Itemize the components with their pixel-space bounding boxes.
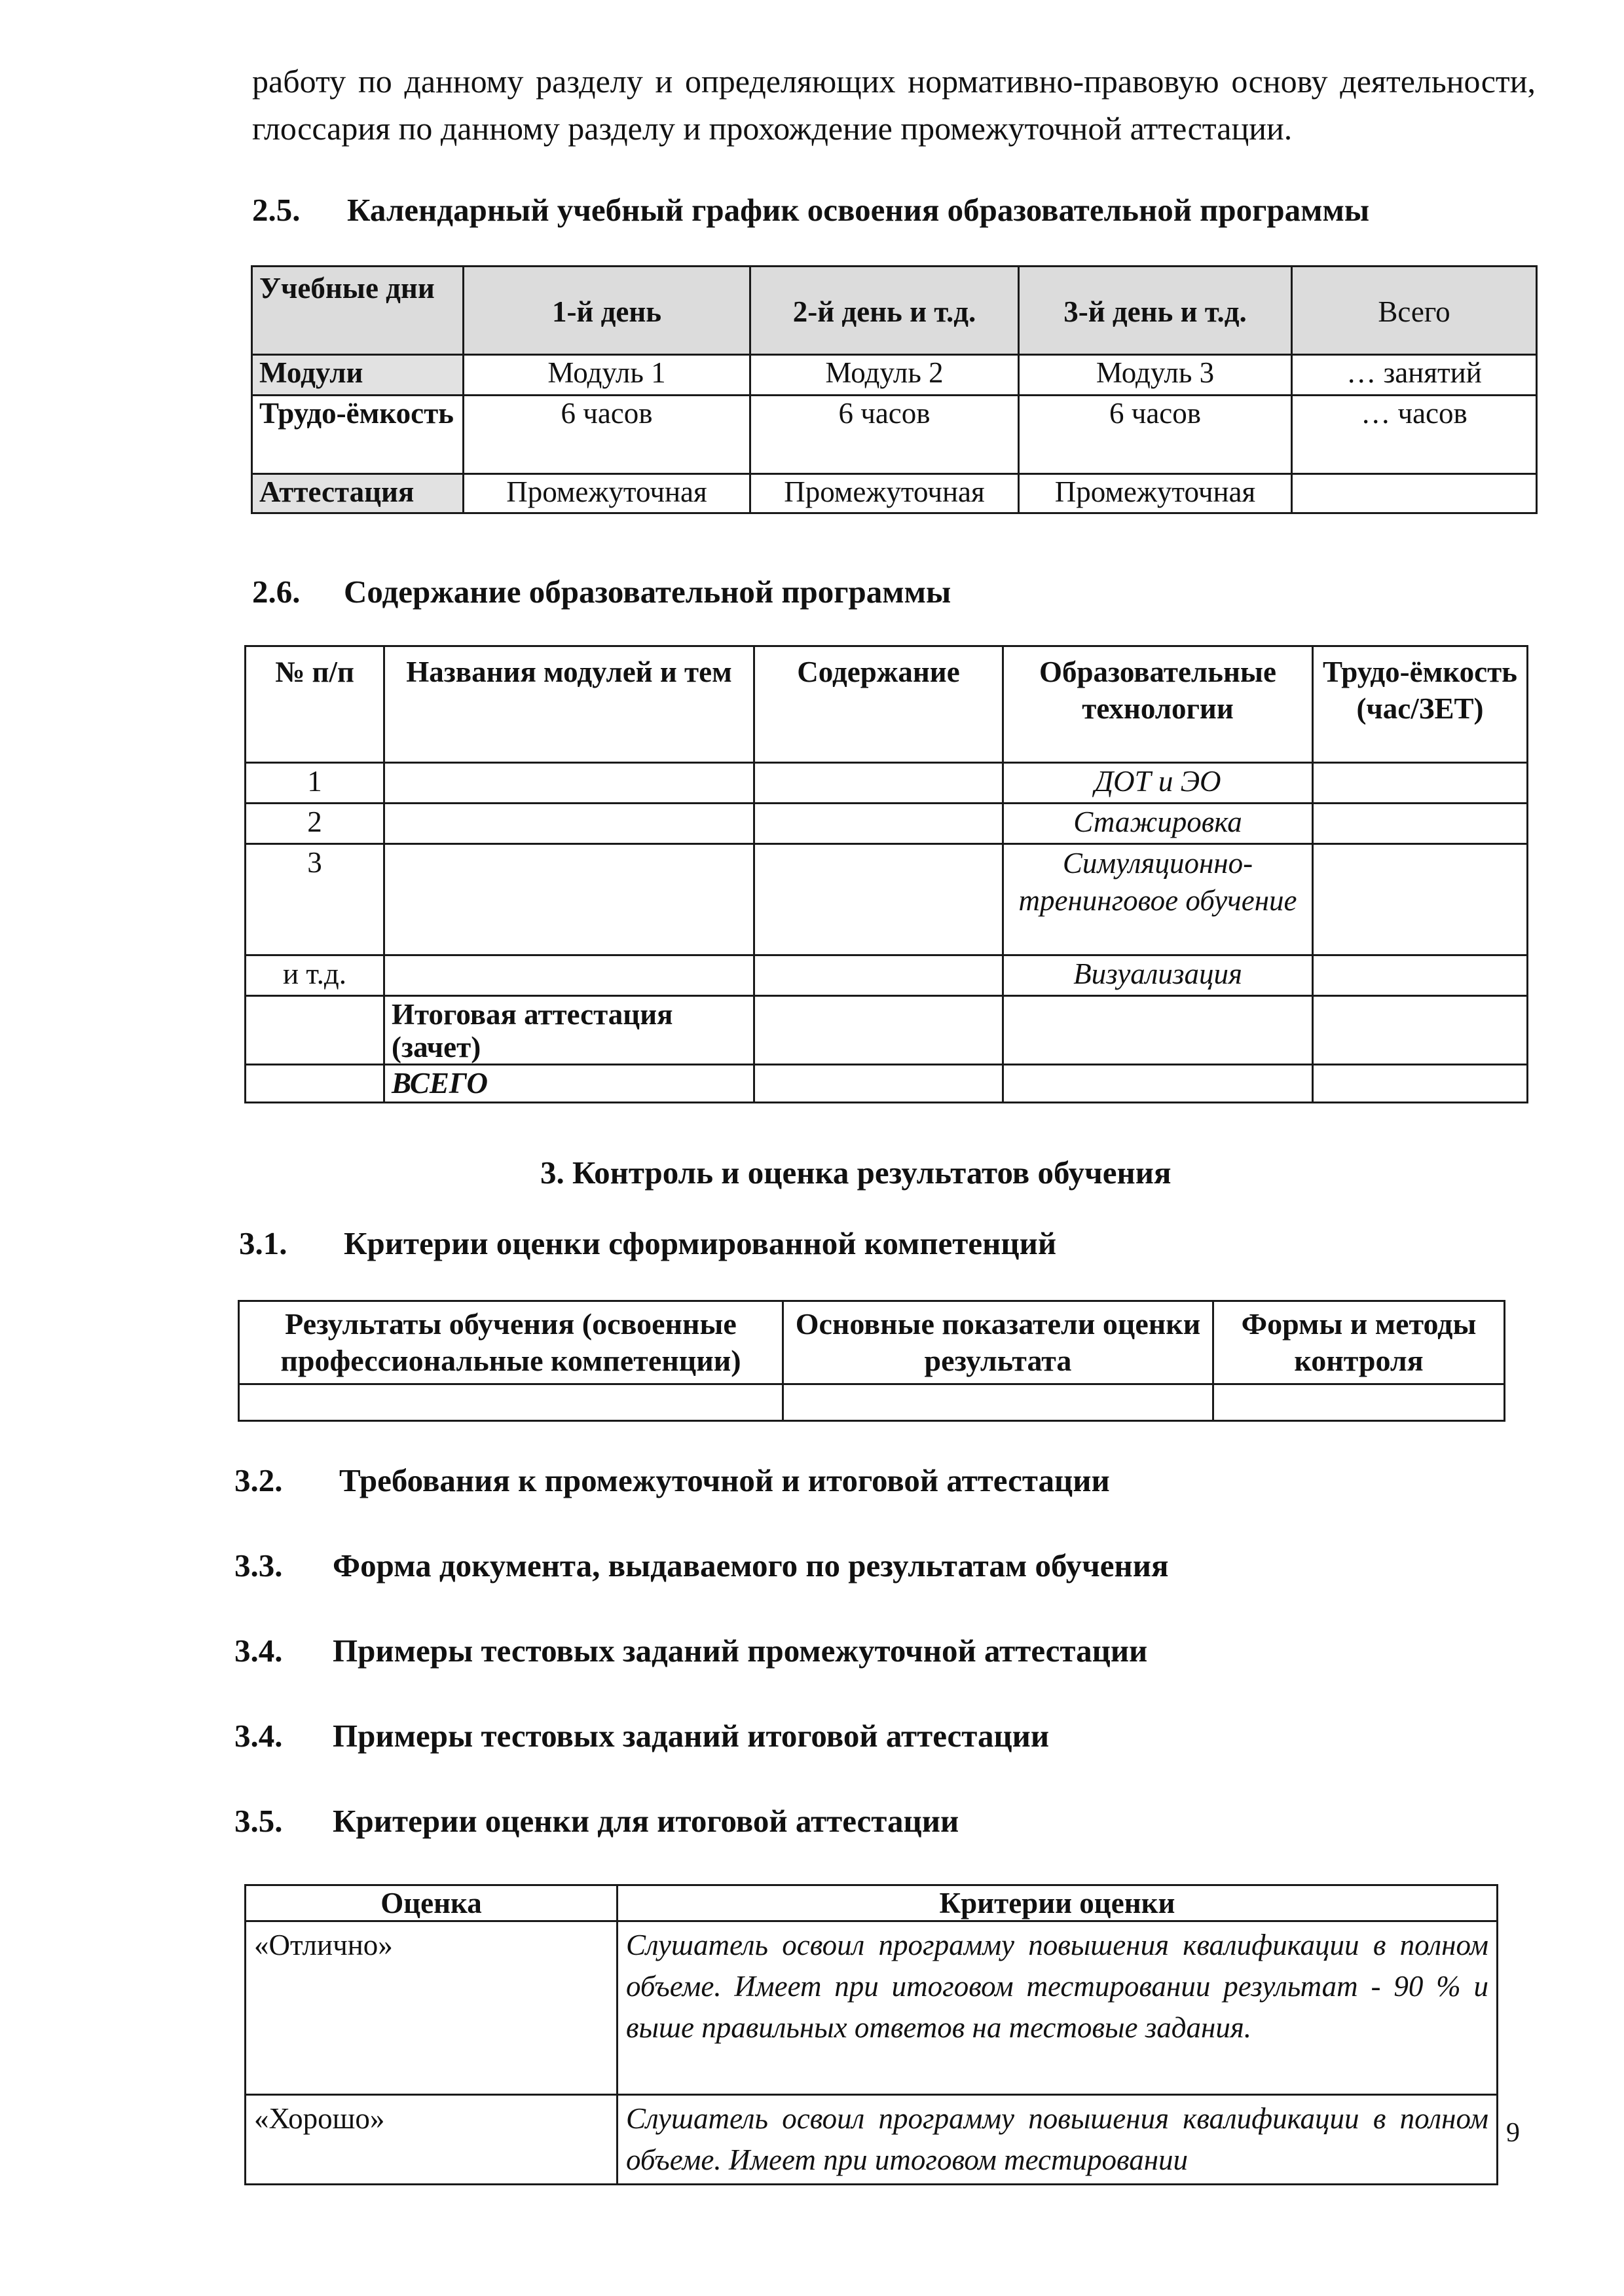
table-row — [246, 1065, 1528, 1103]
program-content-table — [244, 645, 1528, 1103]
intro-paragraph: работу по данному разделу и определяющих нормативно-правовую основу деятельности, глоссария по данному разделу и прохождение промежуточной аттестации. — [252, 63, 1536, 147]
table-cell — [1313, 844, 1528, 955]
table-cell: … занятий — [1292, 355, 1537, 396]
section-3-4-final-heading — [234, 1717, 1049, 1754]
section-number: 3.1. — [239, 1225, 287, 1261]
technology-cell: ДОТ и ЭО — [1003, 763, 1313, 804]
table-row — [246, 844, 1528, 955]
page-number: 9 — [1506, 2118, 1520, 2148]
section-2-5-heading — [252, 191, 1369, 229]
header-cell: Образовательные технологии — [1003, 646, 1313, 763]
section-title: Критерии оценки сформированной компетенций — [344, 1225, 1057, 1261]
row-number: 2 — [246, 804, 384, 844]
header-cell: Критерии оценки — [618, 1885, 1498, 1921]
header-cell: 3-й день и т.д. — [1019, 267, 1292, 355]
technology-cell: Симуляционно-тренинговое обучение — [1003, 844, 1313, 955]
table-cell — [754, 996, 1003, 1065]
table-row — [252, 474, 1537, 513]
table-cell: 6 часов — [750, 396, 1019, 474]
table-row — [239, 1384, 1505, 1421]
table-cell — [754, 804, 1003, 844]
table-cell — [384, 763, 754, 804]
table-row — [246, 2095, 1498, 2185]
table-cell — [246, 1065, 384, 1103]
table-cell — [1003, 996, 1313, 1065]
row-label: Аттестация — [252, 474, 464, 513]
table-cell: 6 часов — [1019, 396, 1292, 474]
section-number: 3.2. — [234, 1462, 283, 1498]
section-title: Форма документа, выдаваемого по результатам обучения — [333, 1547, 1169, 1583]
section-title: Содержание образовательной программы — [344, 574, 951, 610]
section-number: 3.5. — [234, 1803, 283, 1839]
table-header-row — [252, 267, 1537, 355]
table-cell — [1313, 1065, 1528, 1103]
table-cell — [1003, 1065, 1313, 1103]
section-3-1-heading — [239, 1225, 1056, 1262]
row-number: и т.д. — [246, 955, 384, 996]
table-cell: Модуль 2 — [750, 355, 1019, 396]
competency-criteria-table — [238, 1300, 1505, 1422]
header-cell: Учебные дни — [252, 267, 464, 355]
table-cell — [754, 955, 1003, 996]
table-header-row — [246, 646, 1528, 763]
row-number: 1 — [246, 763, 384, 804]
section-3-3-heading — [234, 1547, 1168, 1584]
section-number: 3.4. — [234, 1633, 283, 1669]
table-cell: 6 часов — [464, 396, 750, 474]
header-cell: № п/п — [246, 646, 384, 763]
grade-criteria: Слушатель освоил программу повышения квалификации в полном объеме. Имеет при итоговом тестировании — [618, 2095, 1498, 2185]
table-cell — [384, 804, 754, 844]
technology-cell: Стажировка — [1003, 804, 1313, 844]
table-row — [246, 1921, 1498, 2095]
section-title: Календарный учебный график освоения образовательной программы — [347, 192, 1370, 228]
table-row — [252, 396, 1537, 474]
table-cell: … часов — [1292, 396, 1537, 474]
table-cell — [1213, 1384, 1505, 1421]
table-cell — [246, 996, 384, 1065]
table-cell — [1313, 763, 1528, 804]
table-cell: Промежуточная — [1019, 474, 1292, 513]
table-cell — [1313, 804, 1528, 844]
table-cell — [783, 1384, 1213, 1421]
section-number: 3.4. — [234, 1718, 283, 1754]
table-cell — [754, 844, 1003, 955]
header-cell: 1-й день — [464, 267, 750, 355]
grade-label: «Отлично» — [246, 1921, 618, 2095]
table-header-row — [239, 1301, 1505, 1384]
section-2-6-heading — [252, 573, 951, 610]
table-row — [246, 996, 1528, 1065]
section-title: Примеры тестовых заданий итоговой аттестации — [333, 1718, 1050, 1754]
table-cell — [754, 763, 1003, 804]
section-3-heading: 3. Контроль и оценка результатов обучения — [540, 1155, 1172, 1191]
grading-criteria-table — [244, 1884, 1498, 2185]
section-title: Критерии оценки для итоговой аттестации — [333, 1803, 959, 1839]
table-cell — [754, 1065, 1003, 1103]
section-number: 3.3. — [234, 1547, 283, 1583]
table-cell — [1313, 955, 1528, 996]
table-cell — [384, 955, 754, 996]
header-cell: Основные показатели оценки результата — [783, 1301, 1213, 1384]
table-cell: Модуль 3 — [1019, 355, 1292, 396]
table-row — [246, 763, 1528, 804]
table-cell — [384, 844, 754, 955]
header-cell: Формы и методы контроля — [1213, 1301, 1505, 1384]
row-label: Модули — [252, 355, 464, 396]
grade-criteria: Слушатель освоил программу повышения квалификации в полном объеме. Имеет при итоговом тестировании результат - 90 % и выше правильных ответов на тестовые задания. — [618, 1921, 1498, 2095]
row-label: Трудо-ёмкость — [252, 396, 464, 474]
section-title: Примеры тестовых заданий промежуточной аттестации — [333, 1633, 1148, 1669]
header-cell: Результаты обучения (освоенные профессиональные компетенции) — [239, 1301, 783, 1384]
header-cell: Названия модулей и тем — [384, 646, 754, 763]
table-header-row — [246, 1885, 1498, 1921]
table-cell — [1292, 474, 1537, 513]
header-cell: Содержание — [754, 646, 1003, 763]
technology-cell: Визуализация — [1003, 955, 1313, 996]
header-cell: Трудо-ёмкость (час/ЗЕТ) — [1313, 646, 1528, 763]
section-number: 2.6. — [252, 574, 301, 610]
table-cell: Промежуточная — [750, 474, 1019, 513]
section-3-5-heading — [234, 1802, 959, 1840]
table-cell: Модуль 1 — [464, 355, 750, 396]
section-3-2-heading — [234, 1462, 1110, 1499]
header-cell: Всего — [1292, 267, 1537, 355]
section-3-4-heading — [234, 1632, 1147, 1669]
table-cell — [1313, 996, 1528, 1065]
section-title: Требования к промежуточной и итоговой аттестации — [339, 1462, 1110, 1498]
grade-label: «Хорошо» — [246, 2095, 618, 2185]
section-number: 2.5. — [252, 192, 301, 228]
header-cell: Оценка — [246, 1885, 618, 1921]
table-row — [246, 955, 1528, 996]
row-number: 3 — [246, 844, 384, 955]
table-row — [246, 804, 1528, 844]
schedule-table — [251, 265, 1538, 514]
final-attestation-label: Итоговая аттестация (зачет) — [384, 996, 754, 1065]
table-cell — [239, 1384, 783, 1421]
table-row — [252, 355, 1537, 396]
total-label: ВСЕГО — [384, 1065, 754, 1103]
header-cell: 2-й день и т.д. — [750, 267, 1019, 355]
table-cell: Промежуточная — [464, 474, 750, 513]
